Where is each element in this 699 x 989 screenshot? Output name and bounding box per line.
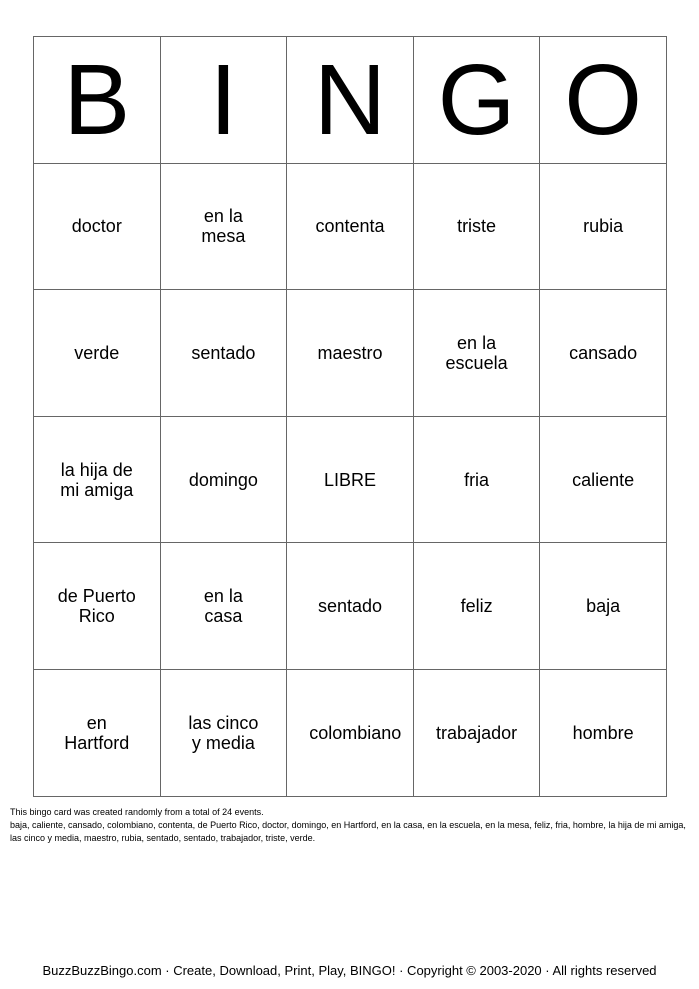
card-cell: colombiano bbox=[287, 669, 414, 796]
card-row bbox=[34, 290, 667, 417]
card-cell: en la casa bbox=[160, 543, 287, 670]
bingo-card bbox=[33, 36, 667, 797]
card-cell: caliente bbox=[540, 416, 667, 543]
header-letter-g: G bbox=[413, 37, 540, 164]
header-letter-i: I bbox=[160, 37, 287, 164]
card-cell: sentado bbox=[160, 290, 287, 417]
card-cell: verde bbox=[34, 290, 161, 417]
card-cell: en la mesa bbox=[160, 163, 287, 290]
card-note bbox=[10, 806, 690, 845]
card-row bbox=[34, 416, 667, 543]
card-cell: hombre bbox=[540, 669, 667, 796]
header-letter-o: O bbox=[540, 37, 667, 164]
card-cell: rubia bbox=[540, 163, 667, 290]
note-event-list: baja, caliente, cansado, colombiano, contenta, de Puerto Rico, doctor, domingo, en Hartford, en la casa, en la escuela, en la mesa, feliz, fria, hombre, la hija de mi amiga, las cinco y media, maestro, rubia, sentado, sentado, trabajador, triste, verde. bbox=[10, 820, 686, 843]
card-row bbox=[34, 669, 667, 796]
card-cell: en la escuela bbox=[413, 290, 540, 417]
header-row bbox=[34, 37, 667, 164]
free-space-cell: LIBRE bbox=[287, 416, 414, 543]
card-cell: contenta bbox=[287, 163, 414, 290]
card-cell: sentado bbox=[287, 543, 414, 670]
card-cell: baja bbox=[540, 543, 667, 670]
card-cell: doctor bbox=[34, 163, 161, 290]
card-row bbox=[34, 543, 667, 670]
card-cell: cansado bbox=[540, 290, 667, 417]
header-letter-n: N bbox=[287, 37, 414, 164]
card-cell: domingo bbox=[160, 416, 287, 543]
card-cell: en Hartford bbox=[34, 669, 161, 796]
card-cell: maestro bbox=[287, 290, 414, 417]
card-cell: feliz bbox=[413, 543, 540, 670]
page-footer: BuzzBuzzBingo.com · Create, Download, Print, Play, BINGO! · Copyright © 2003-2020 · All rights reserved bbox=[42, 963, 657, 978]
card-cell: fria bbox=[413, 416, 540, 543]
card-cell: la hija de mi amiga bbox=[34, 416, 161, 543]
header-letter-b: B bbox=[34, 37, 161, 164]
card-cell: las cinco y media bbox=[160, 669, 287, 796]
card-cell: de Puerto Rico bbox=[34, 543, 161, 670]
card-cell: trabajador bbox=[413, 669, 540, 796]
card-cell: triste bbox=[413, 163, 540, 290]
card-row bbox=[34, 163, 667, 290]
note-summary: This bingo card was created randomly from a total of 24 events. bbox=[10, 807, 264, 817]
